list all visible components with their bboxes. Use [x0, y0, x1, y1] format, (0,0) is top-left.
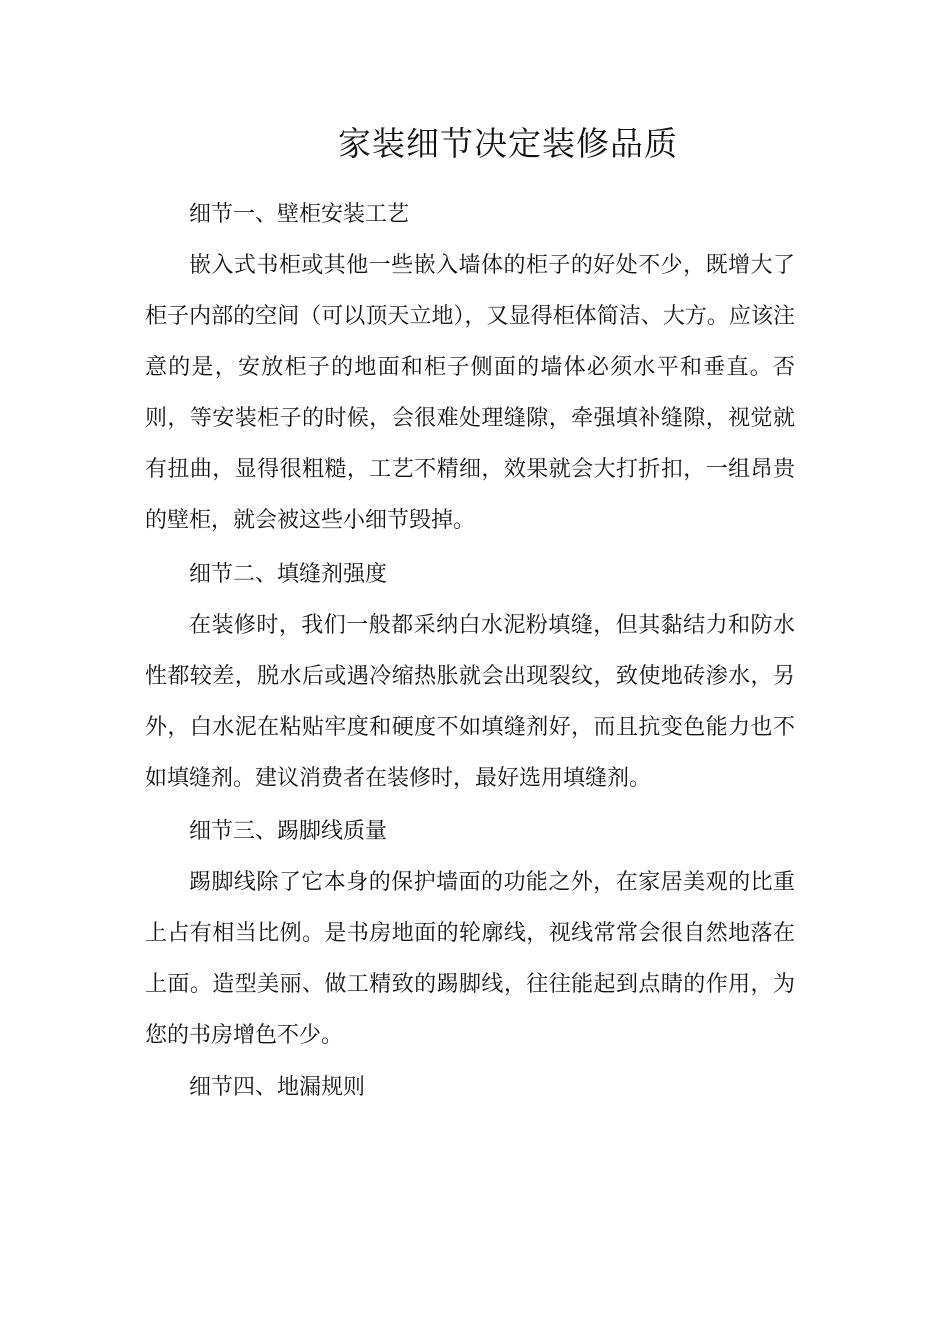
document-title: 家装细节决定装修品质	[338, 124, 678, 163]
section-3-body: 踢脚线除了它本身的保护墙面的功能之外，在家居美观的比重上占有相当比例。是书房地面的轮廓线，视线常常会很自然地落在上面。造型美丽、做工精致的踢脚线，往往能起到点睛的作用，为您的书房增色不少。	[145, 870, 795, 1048]
section-2-heading: 细节二、填缝剂强度	[189, 562, 388, 587]
section-2-body: 在装修时，我们一般都采纳白水泥粉填缝，但其黏结力和防水性都较差，脱水后或遇冷缩热胀就会出现裂纹，致使地砖渗水，另外，白水泥在粘贴牢度和硬度不如填缝剂好，而且抗变色能力也不如填缝剂。建议消费者在装修时，最好选用填缝剂。	[145, 613, 795, 791]
section-3-heading: 细节三、踢脚线质量	[189, 819, 388, 844]
section-1-heading: 细节一、壁柜安装工艺	[189, 202, 410, 227]
section-4-heading: 细节四、地漏规则	[189, 1075, 366, 1100]
section-1-body: 嵌入式书柜或其他一些嵌入墙体的柜子的好处不少，既增大了柜子内部的空间（可以顶天立地），又显得柜体简洁、大方。应该注意的是，安放柜子的地面和柜子侧面的墙体必须水平和垂直。否则，等安装柜子的时候，会很难处理缝隙，牵强填补缝隙，视觉就有扭曲，显得很粗糙，工艺不精细，效果就会大打折扣，一组昂贵的壁柜，就会被这些小细节毁掉。	[145, 253, 795, 533]
